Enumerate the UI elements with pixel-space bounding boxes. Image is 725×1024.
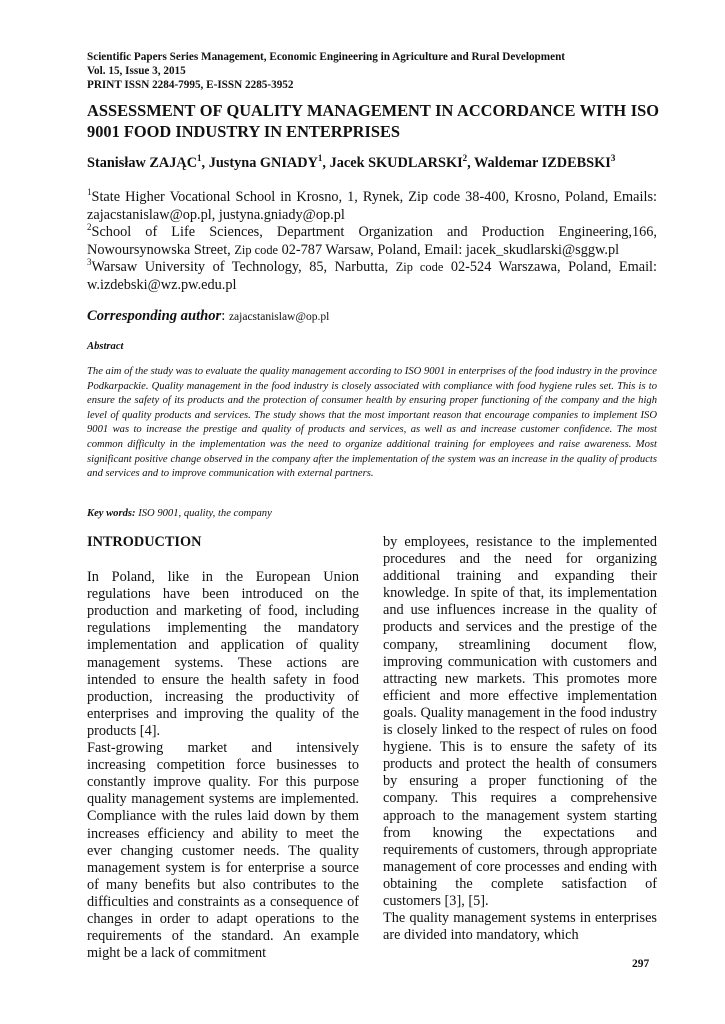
keywords [87, 508, 272, 519]
body-paragraph: The quality management systems in enterprises are divided into mandatory, which [383, 910, 657, 944]
keywords-label: Key words [87, 508, 133, 519]
journal-issn: PRINT ISSN 2284-7995, E-ISSN 2285-3952 [87, 79, 294, 91]
abstract-text: The aim of the study was to evaluate the quality management according to ISO 9001 in enterprises of the food industry in the province Podkarpackie. Quality management in the food industry is closely associated with compliance with food hygiene rules set. This is to ensure the safety of its products and the protection of consumer health by ensuring proper functioning of the company and the high level of quality products and services. The study shows that the most important reason that encourage companies to implement ISO 9001 was to increase the prestige and quality of products and services, as well as and increase customer confidence. The most common difficulty in the implementation was the need to organize additional training for employees and raise awareness. Most significant positive change observed in the company after the implementation of the system was an increase in the quality of products and services and to improve communication with external partners. [87, 366, 657, 480]
keywords-separator: : [132, 508, 139, 519]
affiliation [87, 189, 657, 224]
section-heading-introduction: INTRODUCTION [87, 534, 202, 550]
affiliation [87, 224, 657, 259]
affiliation-text-continued: 02-524 Warszawa, Poland, Email: w.izdebski@wz.pw.edu.pl [87, 259, 657, 293]
corresponding-separator: : [221, 308, 229, 324]
zip-label: Zip code [395, 260, 444, 275]
affiliation-text: State Higher Vocational School in Krosno, 1, Rynek, Zip code 38-400, Krosno, Poland, Emails: zajacstanislaw@op.pl, justyna.gniady@op.pl [87, 189, 657, 223]
author-name: Waldemar IZDEBSKI [474, 155, 611, 171]
author-name: Stanisław ZAJĄC [87, 155, 198, 171]
author-list [87, 155, 659, 172]
author-separator: , [322, 155, 330, 171]
author-affiliation-marker: 1 [197, 153, 202, 164]
paper-title: ASSESSMENT OF QUALITY MANAGEMENT IN ACCORDANCE WITH ISO 9001 FOOD INDUSTRY IN ENTERPRISES [87, 101, 659, 141]
abstract-heading: Abstract [87, 341, 124, 352]
body-column-left [87, 534, 359, 962]
author-name: Jacek SKUDLARSKI [329, 155, 463, 171]
journal-volume: Vol. 15, Issue 3, 2015 [87, 65, 186, 77]
body-paragraph: Fast-growing market and intensively increasing competition force businesses to constantly improve quality. For this purpose quality management systems are implemented. Compliance with the rules laid down by them increases efficiency and ability to meet the ever changing customer needs. The quality management system is for enterprise a source of many benefits but also contributes to the difficulties and constraints as a consequence of changes in order to adapt operations to the requirements of the standard. An example might be a lack of commitment [87, 740, 359, 962]
author-affiliation-marker: 3 [610, 153, 616, 164]
author-name: Justyna GNIADY [208, 155, 318, 171]
author-separator: , [467, 155, 475, 171]
journal-header [87, 50, 647, 92]
journal-series: Scientific Papers Series Management, Economic Engineering in Agriculture and Rural Development [87, 51, 566, 63]
affiliation-marker: 1 [87, 187, 92, 198]
body-paragraph: In Poland, like in the European Union regulations have been introduced on the production and marketing of food, including regulations implementing the mandatory implementation and application of quality management systems. These actions are intended to ensure the health safety in food production, increasing the productivity of enterprises and improving the quality of the products [4]. [87, 569, 359, 739]
body-column-right [383, 534, 657, 944]
body-paragraph: by employees, resistance to the implemented procedures and the need for organizing additional training and expanding their knowledge. In spite of that, its implementation and use influences increase in the quality of products and services and the prestige of the company, streamlining document flow, improving communication with customers and attracting new markets. This promotes more efficient and more effective implementation goals. Quality management in the food industry is closely linked to the respect of rules on food hygiene. This is to ensure the safety of its products and protect the health of consumers by ensuring a proper functioning of the company. This requires a comprehensive approach to the management system starting from knowing the expectations and requirements of customers, through appropriate management of core processes and ending with obtaining the complete satisfaction of customers [3], [5]. [383, 534, 657, 909]
affiliation-marker: 3 [87, 257, 92, 268]
corresponding-email: zajacstanislaw@op.pl [228, 311, 330, 323]
author-affiliation-marker: 2 [462, 153, 468, 164]
affiliation-text: Warsaw University of Technology, 85, Narbutta, [91, 259, 396, 276]
affiliation [87, 259, 657, 294]
corresponding-author [87, 308, 329, 325]
affiliation-text-continued: 02-787 Warsaw, Poland, Email: jacek_skudlarski@sggw.pl [278, 241, 620, 258]
affiliation-text: School of Life Sciences, Department Organization and Production Engineering,166, Nowoursynowska Street, [87, 224, 657, 258]
affiliation-marker: 2 [87, 222, 92, 233]
zip-label: Zip code [234, 242, 279, 257]
corresponding-author-label: Corresponding author [87, 308, 222, 324]
author-affiliation-marker: 1 [317, 153, 323, 164]
author-separator: , [201, 155, 209, 171]
keywords-text: ISO 9001, quality, the company [138, 508, 272, 519]
page-number: 297 [632, 958, 650, 970]
affiliation-list [87, 189, 657, 295]
